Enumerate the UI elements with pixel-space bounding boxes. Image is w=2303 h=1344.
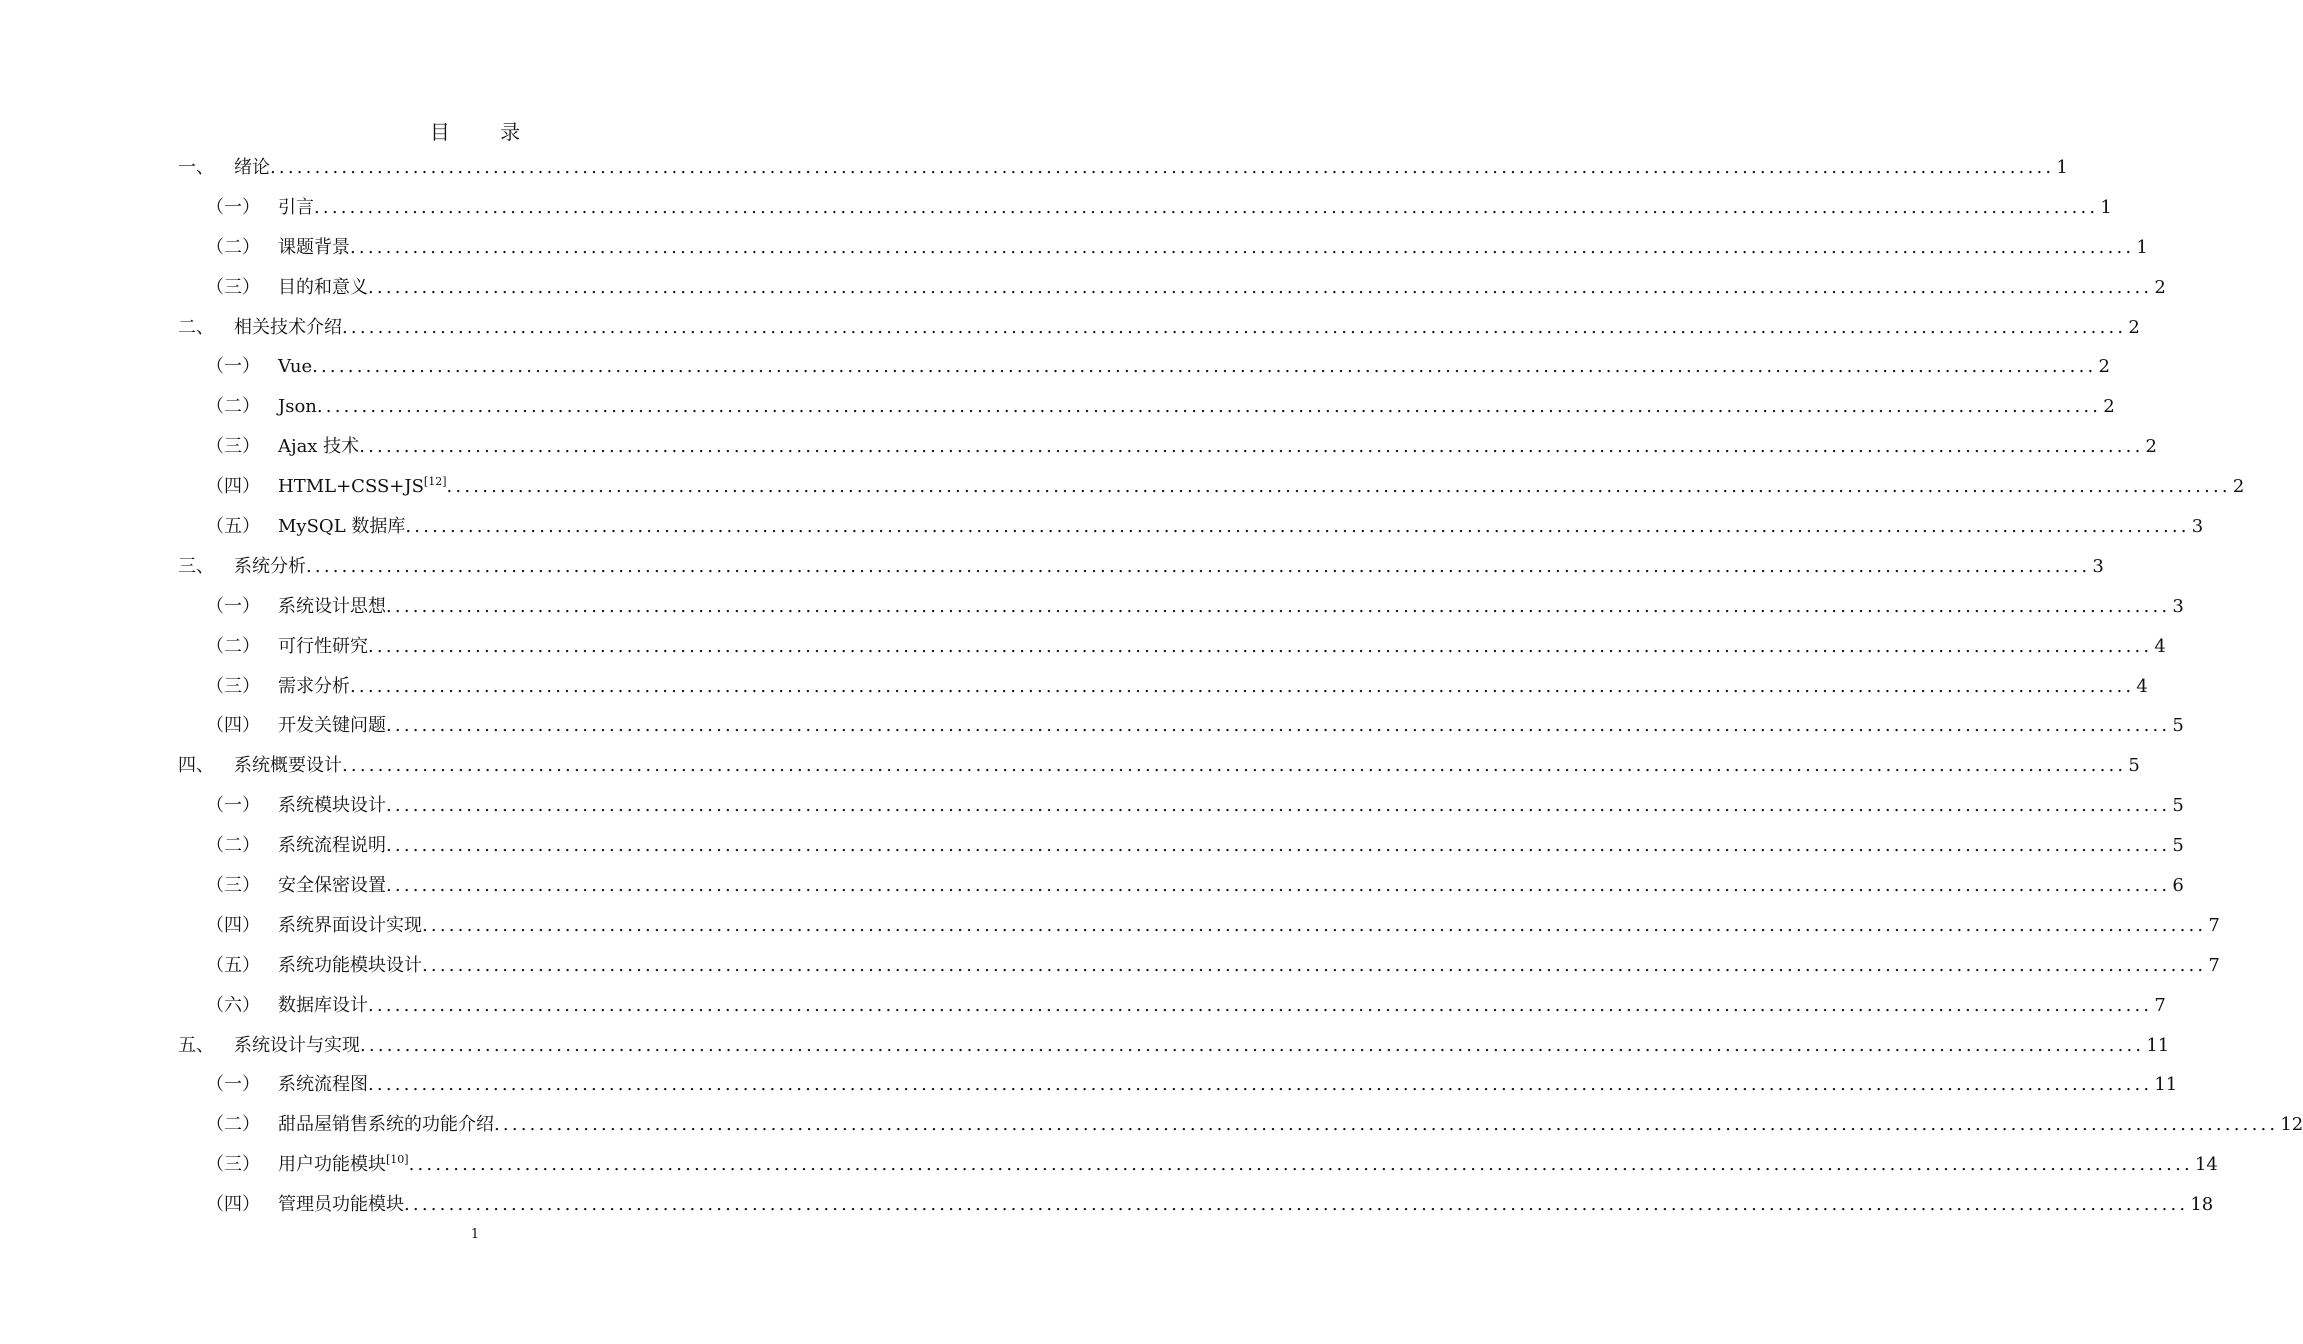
toc-entry-title	[278, 1145, 409, 1185]
toc-section-entry[interactable]	[178, 1145, 2218, 1185]
toc-section-entry[interactable]	[178, 1185, 2214, 1225]
toc-section-entry[interactable]	[178, 467, 2245, 507]
toc-dot-leader: ........................................................................................................................................................................................................	[386, 715, 2171, 737]
toc-dot-leader: ........................................................................................................................................................................................................	[342, 755, 2127, 777]
toc-section-entry[interactable]	[178, 866, 2184, 906]
toc-entry-number: （五）	[206, 954, 260, 976]
page-number: 1	[470, 1227, 480, 1242]
toc-page-number: 3	[2092, 555, 2104, 577]
toc-entry-title-text: 绪论	[234, 157, 270, 178]
toc-entry-title	[278, 986, 368, 1026]
toc-dot-leader: ........................................................................................................................................................................................................	[368, 276, 2153, 298]
toc-entry-title-text: 甜品屋销售系统的功能介绍	[278, 1114, 494, 1136]
toc-entry-title	[278, 387, 317, 427]
toc-entry-title-text: 目的和意义	[278, 276, 368, 298]
toc-entry-title-text: 系统设计与实现	[234, 1034, 360, 1056]
toc-page-number: 7	[2154, 994, 2166, 1016]
toc-page-number: 2	[2145, 436, 2157, 458]
toc-entry-number: （三）	[206, 436, 260, 458]
toc-entry-number: （四）	[206, 1194, 260, 1216]
toc-entry-number: 五、	[178, 1034, 214, 1056]
toc-entry-number: （三）	[206, 1154, 260, 1176]
toc-entry-number: （四）	[206, 476, 260, 498]
toc-entry-title	[278, 866, 386, 906]
toc-dot-leader: ........................................................................................................................................................................................................	[368, 1074, 2153, 1096]
toc-entry-number: （三）	[206, 675, 260, 697]
toc-title: 目 录	[429, 120, 543, 144]
toc-entry-title	[278, 228, 350, 268]
toc-entry-number: （三）	[206, 875, 260, 897]
toc-entry-title-text: 数据库设计	[278, 994, 368, 1016]
toc-page-number: 2	[2098, 356, 2110, 378]
toc-page-number: 11	[2146, 1034, 2170, 1056]
toc-entry-title-text: 管理员功能模块	[278, 1194, 404, 1216]
toc-page-number: 11	[2154, 1074, 2178, 1096]
toc-section-entry[interactable]	[178, 387, 2115, 427]
toc-entry-title-text: 课题背景	[278, 236, 350, 258]
toc-dot-leader: ........................................................................................................................................................................................................	[306, 555, 2091, 577]
toc-page-number: 7	[2208, 954, 2220, 976]
toc-dot-leader: ........................................................................................................................................................................................................	[386, 835, 2171, 857]
toc-dot-leader: ........................................................................................................................................................................................................	[386, 875, 2171, 897]
toc-page-number: 6	[2172, 875, 2184, 897]
citation-superscript: [12]	[423, 475, 447, 489]
toc-section-entry[interactable]	[178, 986, 2166, 1026]
toc-section-entry[interactable]	[178, 906, 2220, 946]
toc-entry-title-text: 安全保密设置	[278, 875, 386, 897]
toc-entry-number: 一、	[178, 157, 214, 178]
toc-dot-leader: ........................................................................................................................................................................................................	[368, 994, 2153, 1016]
toc-entry-title-text: HTML+CSS+JS	[278, 476, 424, 498]
toc-entry-title-text: 引言	[278, 196, 314, 218]
toc-dot-leader: ........................................................................................................................................................................................................	[386, 595, 2171, 617]
toc-entry-title	[234, 547, 306, 587]
toc-dot-leader: ........................................................................................................................................................................................................	[404, 1194, 2189, 1216]
toc-dot-leader: ........................................................................................................................................................................................................	[360, 1034, 2145, 1056]
toc-entry-title	[278, 1185, 404, 1225]
toc-section-entry[interactable]	[178, 347, 2110, 387]
toc-entry-title	[278, 667, 350, 707]
toc-entry-number: （二）	[206, 835, 260, 857]
toc-chapter-entry[interactable]	[178, 308, 2140, 348]
toc-dot-leader: ........................................................................................................................................................................................................	[312, 356, 2097, 378]
toc-section-entry[interactable]	[178, 946, 2220, 986]
toc-entry-number: 二、	[178, 316, 214, 338]
toc-dot-leader: ........................................................................................................................................................................................................	[314, 196, 2099, 218]
toc-dot-leader: ........................................................................................................................................................................................................	[368, 635, 2153, 657]
toc-page-number: 1	[2136, 236, 2148, 258]
toc-entry-number: （四）	[206, 914, 260, 936]
toc-entry-number: （四）	[206, 715, 260, 737]
toc-entry-title-text: MySQL 数据库	[278, 516, 406, 538]
toc-page-number: 2	[2232, 476, 2245, 498]
toc-entry-number: （二）	[206, 396, 260, 418]
toc-page-number: 3	[2172, 595, 2184, 617]
toc-entry-number: （一）	[206, 356, 260, 378]
toc-entry-number: （一）	[206, 795, 260, 817]
toc-section-entry[interactable]	[178, 228, 2148, 268]
toc-entry-number: 三、	[178, 555, 214, 577]
toc-section-entry[interactable]	[178, 587, 2184, 627]
toc-section-entry[interactable]	[178, 188, 2112, 228]
toc-chapter-entry[interactable]	[178, 148, 2068, 188]
toc-page-number: 2	[2103, 396, 2115, 418]
toc-page-number: 5	[2128, 755, 2140, 777]
toc-page-number: 4	[2136, 675, 2148, 697]
toc-dot-leader: ........................................................................................................................................................................................................	[316, 396, 2102, 418]
toc-page-number: 5	[2172, 715, 2184, 737]
toc-dot-leader: ........................................................................................................................................................................................................	[350, 675, 2135, 697]
toc-entry-number: （五）	[206, 516, 260, 538]
toc-section-entry[interactable]	[178, 268, 2166, 308]
toc-entry-number: （二）	[206, 236, 260, 258]
toc-entry-title	[234, 746, 342, 786]
toc-entry-title-text: 系统设计思想	[278, 595, 386, 617]
toc-entry-title	[234, 308, 342, 348]
toc-entry-title	[278, 268, 368, 308]
toc-entry-number: （二）	[206, 1114, 260, 1136]
toc-entry-title	[278, 1105, 494, 1145]
toc-page-number: 4	[2154, 635, 2166, 657]
toc-entry-number: （一）	[206, 595, 260, 617]
toc-page-number: 1	[2056, 157, 2068, 178]
toc-page-number: 7	[2208, 914, 2220, 936]
toc-dot-leader: ........................................................................................................................................................................................................	[422, 914, 2207, 936]
toc-entry-title	[278, 188, 314, 228]
toc-entry-title	[278, 587, 386, 627]
toc-chapter-entry[interactable]	[178, 1026, 2170, 1066]
toc-entry-title-text: 系统流程图	[278, 1074, 368, 1096]
toc-section-entry[interactable]	[178, 826, 2184, 866]
toc-page-number: 14	[2194, 1154, 2218, 1176]
toc-section-entry[interactable]	[178, 1065, 2178, 1105]
toc-dot-leader: ........................................................................................................................................................................................................	[350, 236, 2135, 258]
toc-page-number: 12	[2280, 1114, 2303, 1136]
toc-page-number: 5	[2172, 835, 2184, 857]
toc-entry-title-text: Vue	[278, 356, 313, 378]
toc-dot-leader: ........................................................................................................................................................................................................	[359, 436, 2144, 458]
toc-dot-leader: ........................................................................................................................................................................................................	[270, 157, 2055, 178]
toc-entry-title-text: 系统分析	[234, 555, 306, 577]
toc-entry-title-text: 系统模块设计	[278, 795, 386, 817]
toc-section-entry[interactable]	[178, 507, 2204, 547]
toc-entry-title	[278, 507, 405, 547]
toc-entry-title	[278, 467, 447, 507]
toc-entry-title-text: Ajax 技术	[278, 436, 360, 458]
toc-dot-leader: ........................................................................................................................................................................................................	[386, 795, 2171, 817]
toc-dot-leader: ........................................................................................................................................................................................................	[446, 476, 2231, 498]
citation-superscript: [10]	[386, 1153, 409, 1167]
toc-entry-number: 四、	[178, 755, 214, 777]
toc-dot-leader: ........................................................................................................................................................................................................	[408, 1154, 2193, 1176]
toc-entry-number: （三）	[206, 276, 260, 298]
toc-chapter-entry[interactable]	[178, 547, 2104, 587]
toc-section-entry[interactable]	[178, 427, 2157, 467]
toc-entry-title-text: 系统概要设计	[234, 755, 342, 777]
toc-entry-title	[278, 627, 368, 667]
toc-entry-title	[278, 946, 422, 986]
toc-dot-leader: ........................................................................................................................................................................................................	[405, 516, 2190, 538]
toc-entry-title-text: 开发关键问题	[278, 715, 386, 737]
toc-page-number: 1	[2100, 196, 2112, 218]
toc-entry-title-text: 系统界面设计实现	[278, 914, 422, 936]
toc-entry-title-text: 相关技术介绍	[234, 316, 342, 338]
toc-page-number: 5	[2172, 795, 2184, 817]
toc-entry-title	[278, 826, 386, 866]
toc-entry-number: （六）	[206, 994, 260, 1016]
toc-dot-leader: ........................................................................................................................................................................................................	[422, 954, 2207, 976]
toc-dot-leader: ........................................................................................................................................................................................................	[342, 316, 2127, 338]
toc-chapter-entry[interactable]	[178, 746, 2140, 786]
toc-entry-number: （一）	[206, 196, 260, 218]
toc-entry-title-text: 可行性研究	[278, 635, 368, 657]
toc-section-entry[interactable]	[178, 786, 2184, 826]
toc-entry-title	[278, 1065, 368, 1105]
toc-entry-title-text: 用户功能模块	[278, 1154, 386, 1176]
toc-entry-title	[278, 906, 422, 946]
toc-entry-title	[278, 706, 386, 746]
toc-page-number: 2	[2128, 316, 2140, 338]
toc-page-number: 2	[2154, 276, 2166, 298]
toc-section-entry[interactable]	[178, 667, 2148, 707]
toc-page-number: 3	[2191, 516, 2204, 538]
toc-entry-number: （二）	[206, 635, 260, 657]
toc-entry-title-text: 系统流程说明	[278, 835, 386, 857]
toc-section-entry[interactable]	[178, 706, 2184, 746]
toc-entry-title	[234, 148, 270, 188]
toc-entry-title-text: Json	[278, 396, 317, 418]
toc-entry-title	[278, 786, 386, 826]
toc-entry-title-text: 需求分析	[278, 675, 350, 697]
toc-entry-title	[278, 427, 359, 467]
toc-section-entry[interactable]	[178, 627, 2166, 667]
toc-entry-title	[278, 347, 312, 387]
toc-section-entry[interactable]	[178, 1105, 2303, 1145]
toc-entry-title	[234, 1026, 360, 1066]
toc-dot-leader: ........................................................................................................................................................................................................	[494, 1114, 2279, 1136]
toc-entry-number: （一）	[206, 1074, 260, 1096]
toc-page-number: 18	[2190, 1194, 2214, 1216]
toc-list	[178, 148, 2303, 1225]
toc-entry-title-text: 系统功能模块设计	[278, 954, 422, 976]
